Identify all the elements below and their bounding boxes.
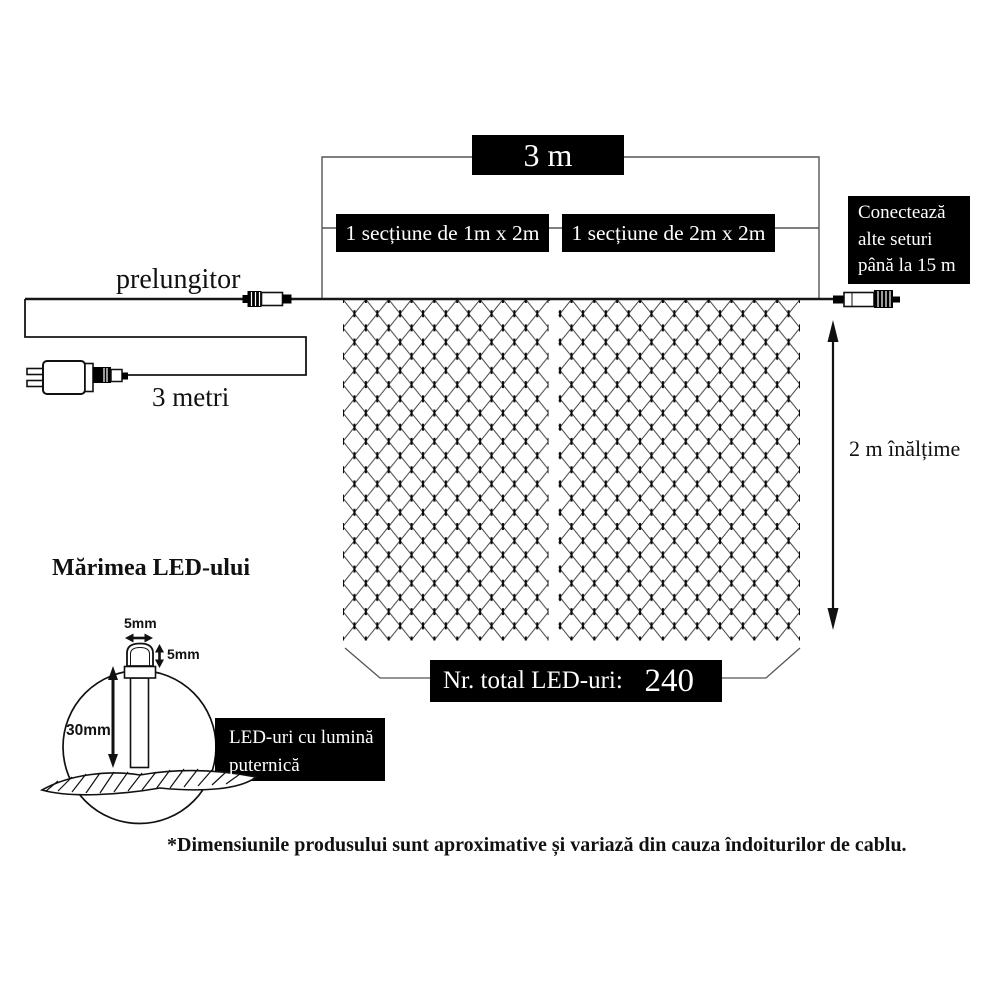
led-body-length-label: 30mm — [66, 722, 111, 739]
connect-note-box — [848, 196, 970, 284]
led-size-title: Mărimea LED-ului — [52, 555, 250, 581]
led-cap-width-label: 5mm — [124, 615, 157, 631]
extension-length-label: 3 metri — [152, 382, 230, 412]
end-connector-icon — [833, 290, 900, 308]
led-cap-arrow-icon — [155, 644, 164, 668]
connector-icon — [243, 291, 292, 307]
total-leds-value: 240 — [644, 662, 694, 699]
connect-note-line1: Conectează — [858, 201, 946, 223]
led-note-text — [229, 724, 374, 779]
total-leds-box — [430, 660, 722, 702]
net-section-seam — [549, 301, 559, 642]
span-3m-text: 3 m — [523, 136, 573, 173]
height-arrow-icon — [828, 320, 839, 630]
led-width-arrow-icon — [125, 634, 153, 643]
section-2-text: 1 secțiune de 2m x 2m — [571, 220, 766, 245]
footnote: *Dimensiunile produsului sunt aproximative și variază din cauza îndoiturilor de cablu. — [167, 834, 907, 856]
total-bracket-left — [345, 648, 432, 678]
extension-label: prelungitor — [116, 264, 241, 295]
led-net-mesh — [343, 300, 800, 641]
section-1-label — [336, 214, 549, 252]
led-note-line2: puternică — [229, 754, 300, 776]
connect-note-line2: alte seturi — [858, 228, 933, 250]
power-plug-icon — [27, 361, 128, 394]
total-leds-label: Nr. total LED-uri: — [443, 667, 623, 694]
total-bracket-right — [720, 648, 800, 678]
section-1-text: 1 secțiune de 1m x 2m — [345, 220, 540, 245]
led-note-line1: LED-uri cu lumină — [229, 727, 374, 748]
led-cap-height-label: 5mm — [167, 646, 200, 662]
connect-note-line3: până la 15 m — [858, 255, 956, 277]
span-3m-label — [472, 135, 624, 175]
section-2-label — [562, 214, 775, 252]
net-height-label: 2 m înălțime — [849, 436, 961, 461]
